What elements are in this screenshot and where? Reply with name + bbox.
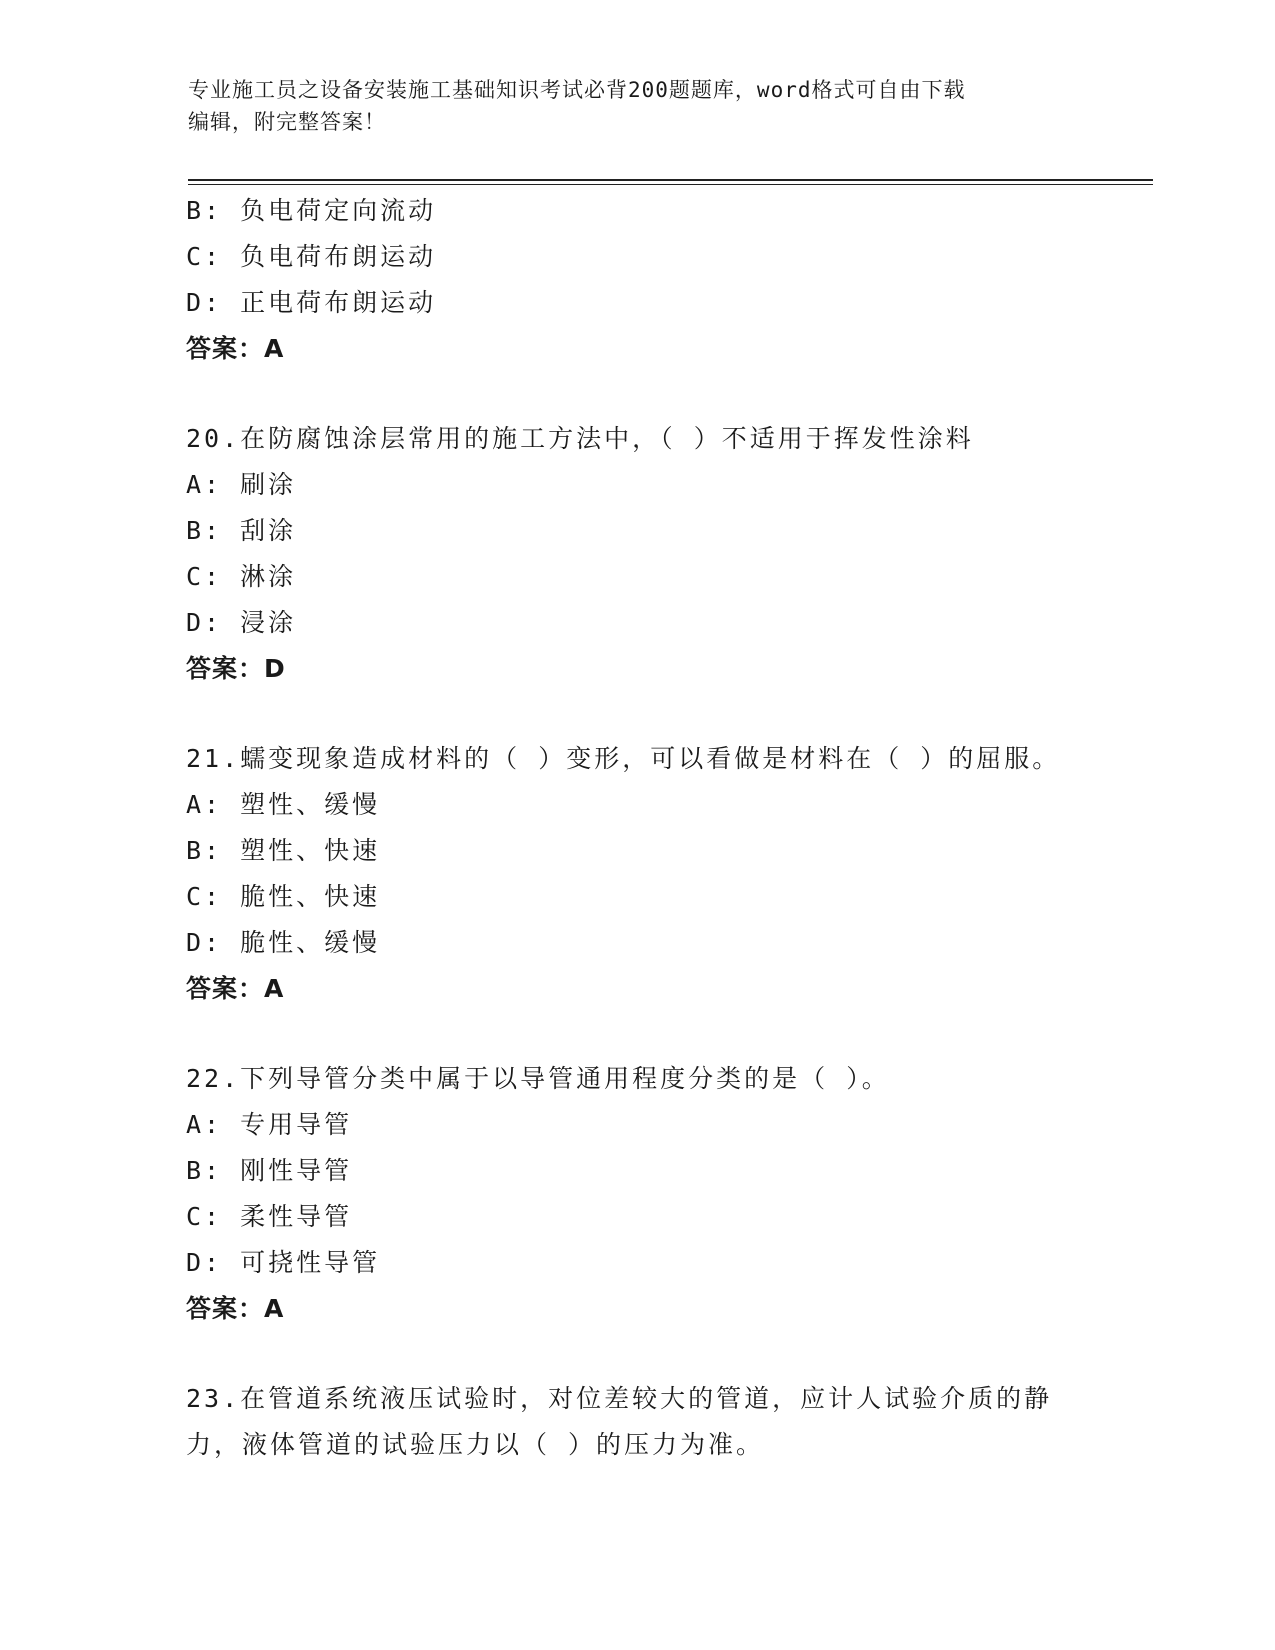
option-b: B: 负电荷定向流动 [186, 196, 437, 225]
option-c: C: 负电荷布朗运动 [186, 242, 437, 271]
option-a: A: 专用导管 [186, 1110, 353, 1139]
option-b: B: 刚性导管 [186, 1156, 353, 1185]
question-text: 21.蠕变现象造成材料的（ ）变形，可以看做是材料在（ ）的屈服。 [186, 744, 1061, 773]
question-23 [186, 1376, 1106, 1468]
question-text: 20.在防腐蚀涂层常用的施工方法中，（ ）不适用于挥发性涂料 [186, 424, 974, 453]
option-d: D: 正电荷布朗运动 [186, 288, 437, 317]
option-c: C: 柔性导管 [186, 1202, 353, 1231]
option-b: B: 塑性、快速 [186, 836, 381, 865]
question-text-line-1: 23.在管道系统液压试验时，对位差较大的管道，应计人试验介质的静 [186, 1384, 1053, 1413]
option-a: A: 塑性、缓慢 [186, 790, 381, 819]
option-d: D: 浸涂 [186, 608, 297, 637]
answer: 答案：D [186, 654, 286, 683]
option-b: B: 刮涂 [186, 516, 297, 545]
question-21 [186, 736, 1106, 1012]
question-19-tail [186, 188, 1106, 372]
document-header [188, 74, 1068, 138]
header-title-line-1: 专业施工员之设备安装施工基础知识考试必背200题题库，word格式可自由下载 [188, 78, 966, 102]
answer: 答案：A [186, 334, 285, 363]
option-d: D: 可挠性导管 [186, 1248, 381, 1277]
question-text: 22.下列导管分类中属于以导管通用程度分类的是（ ）。 [186, 1064, 890, 1093]
question-22 [186, 1056, 1106, 1332]
answer: 答案：A [186, 974, 285, 1003]
answer: 答案：A [186, 1294, 285, 1323]
header-title-line-2: 编辑，附完整答案！ [188, 110, 386, 134]
header-divider-thick [188, 179, 1153, 181]
question-list [186, 188, 1106, 1468]
question-20 [186, 416, 1106, 692]
question-text-line-2: 力，液体管道的试验压力以（ ）的压力为准。 [186, 1430, 765, 1459]
option-c: C: 脆性、快速 [186, 882, 381, 911]
option-a: A: 刷涂 [186, 470, 297, 499]
header-divider-thin [188, 184, 1153, 185]
option-c: C: 淋涂 [186, 562, 297, 591]
option-d: D: 脆性、缓慢 [186, 928, 381, 957]
